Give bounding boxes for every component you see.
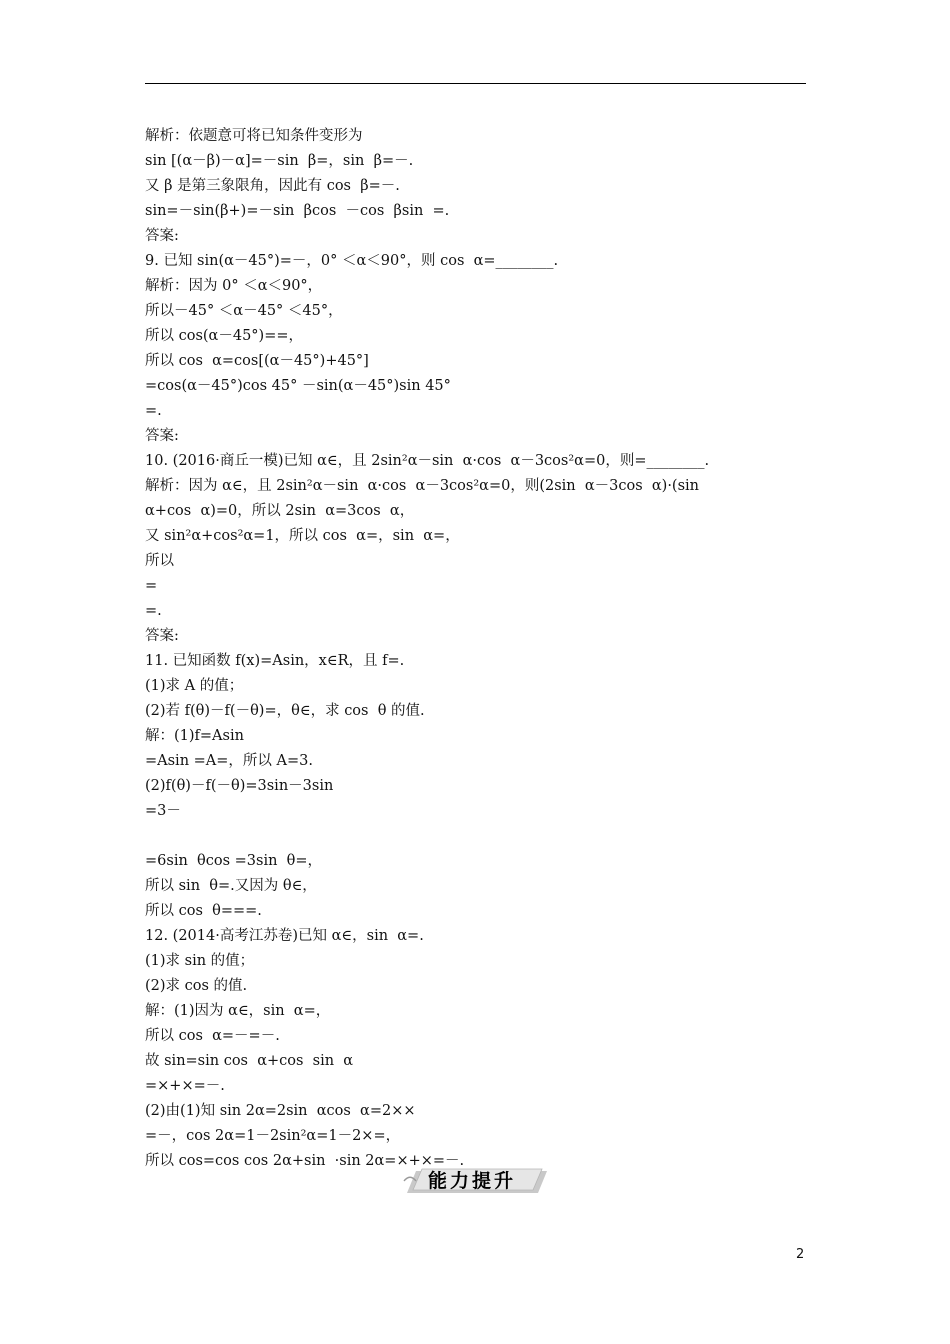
text-line: =: [145, 578, 158, 594]
text-line: =×+×=－.: [145, 1078, 225, 1094]
text-line: [145, 824, 815, 849]
text-line: 9. 已知 sin(α－45°)=－，0° ＜α＜90°，则 cos α=________.: [145, 253, 559, 269]
text-line: (1)求 sin 的值；: [145, 953, 255, 969]
text-line: 解析：因为 0° ＜α＜90°，: [145, 278, 323, 294]
text-line: sin [(α－β)－α]=－sin β=，sin β=－.: [145, 153, 414, 169]
text-line: (2)f(θ)－f(－θ)=3sin－3sin: [145, 778, 334, 794]
text-line: =Asin =A=，所以 A=3.: [145, 753, 313, 769]
text-line: 答案:: [145, 428, 179, 444]
text-line: (2)求 cos 的值.: [145, 978, 248, 994]
text-line: 所以: [145, 553, 174, 569]
text-line: 所以 cos α=－=－.: [145, 1028, 280, 1044]
text-line: 所以 sin θ=.又因为 θ∈，: [145, 878, 317, 894]
text-line: 11. 已知函数 f(x)=Asin，x∈R，且 f=.: [145, 653, 405, 669]
text-line: (1)求 A 的值；: [145, 678, 244, 694]
text-line: (2)若 f(θ)－f(－θ)=，θ∈，求 cos θ 的值.: [145, 703, 425, 719]
page-number: 2: [796, 1247, 805, 1262]
text-line: =3－: [145, 803, 181, 819]
text-line: 所以－45° ＜α－45° ＜45°，: [145, 303, 343, 319]
text-line: =.: [145, 403, 162, 419]
text-line: sin=－sin(β+)=－sin βcos －cos βsin =.: [145, 203, 450, 219]
text-line: 所以 cos=cos cos 2α+sin ·sin 2α=×+×=－.: [145, 1153, 465, 1169]
text-line: 又 sin²α+cos²α=1，所以 cos α=，sin α=，: [145, 528, 460, 544]
document-body: [145, 124, 815, 1174]
text-line: =cos(α－45°)cos 45° －sin(α－45°)sin 45°: [145, 378, 451, 394]
text-line: =－，cos 2α=1－2sin²α=1－2×=，: [145, 1128, 401, 1144]
text-line: α+cos α)=0，所以 2sin α=3cos α，: [145, 503, 415, 519]
text-line: 答案:: [145, 228, 179, 244]
text-line: 所以 cos θ===.: [145, 903, 262, 919]
text-line: (2)由(1)知 sin 2α=2sin αcos α=2××: [145, 1103, 416, 1119]
text-line: 12. (2014·高考江苏卷)已知 α∈，sin α=.: [145, 928, 424, 944]
text-line: 10. (2016·商丘一模)已知 α∈，且 2sin²α－sin α·cos α－3cos²α=0，则=________.: [145, 453, 710, 469]
text-line: =.: [145, 603, 162, 619]
text-line: 又 β 是第三象限角，因此有 cos β=－.: [145, 178, 400, 194]
text-line: =6sin θcos =3sin θ=，: [145, 853, 323, 869]
text-line: 故 sin=sin cos α+cos sin α: [145, 1053, 354, 1069]
header-rule: [145, 83, 806, 84]
text-line: 解：(1)因为 α∈，sin α=，: [145, 1003, 331, 1019]
text-line: 解析：依题意可将已知条件变形为: [145, 128, 363, 144]
banner-title: 能力提升: [428, 1170, 517, 1192]
text-line: 答案:: [145, 628, 179, 644]
text-line: 所以 cos(α－45°)==，: [145, 328, 304, 344]
section-banner: [402, 1167, 547, 1195]
text-line: 所以 cos α=cos[(α－45°)+45°]: [145, 353, 369, 369]
text-line: 解：(1)f=Asin: [145, 728, 244, 744]
text-line: 解析：因为 α∈，且 2sin²α－sin α·cos α－3cos²α=0，则(2sin α－3cos α)·(sin: [145, 478, 700, 494]
